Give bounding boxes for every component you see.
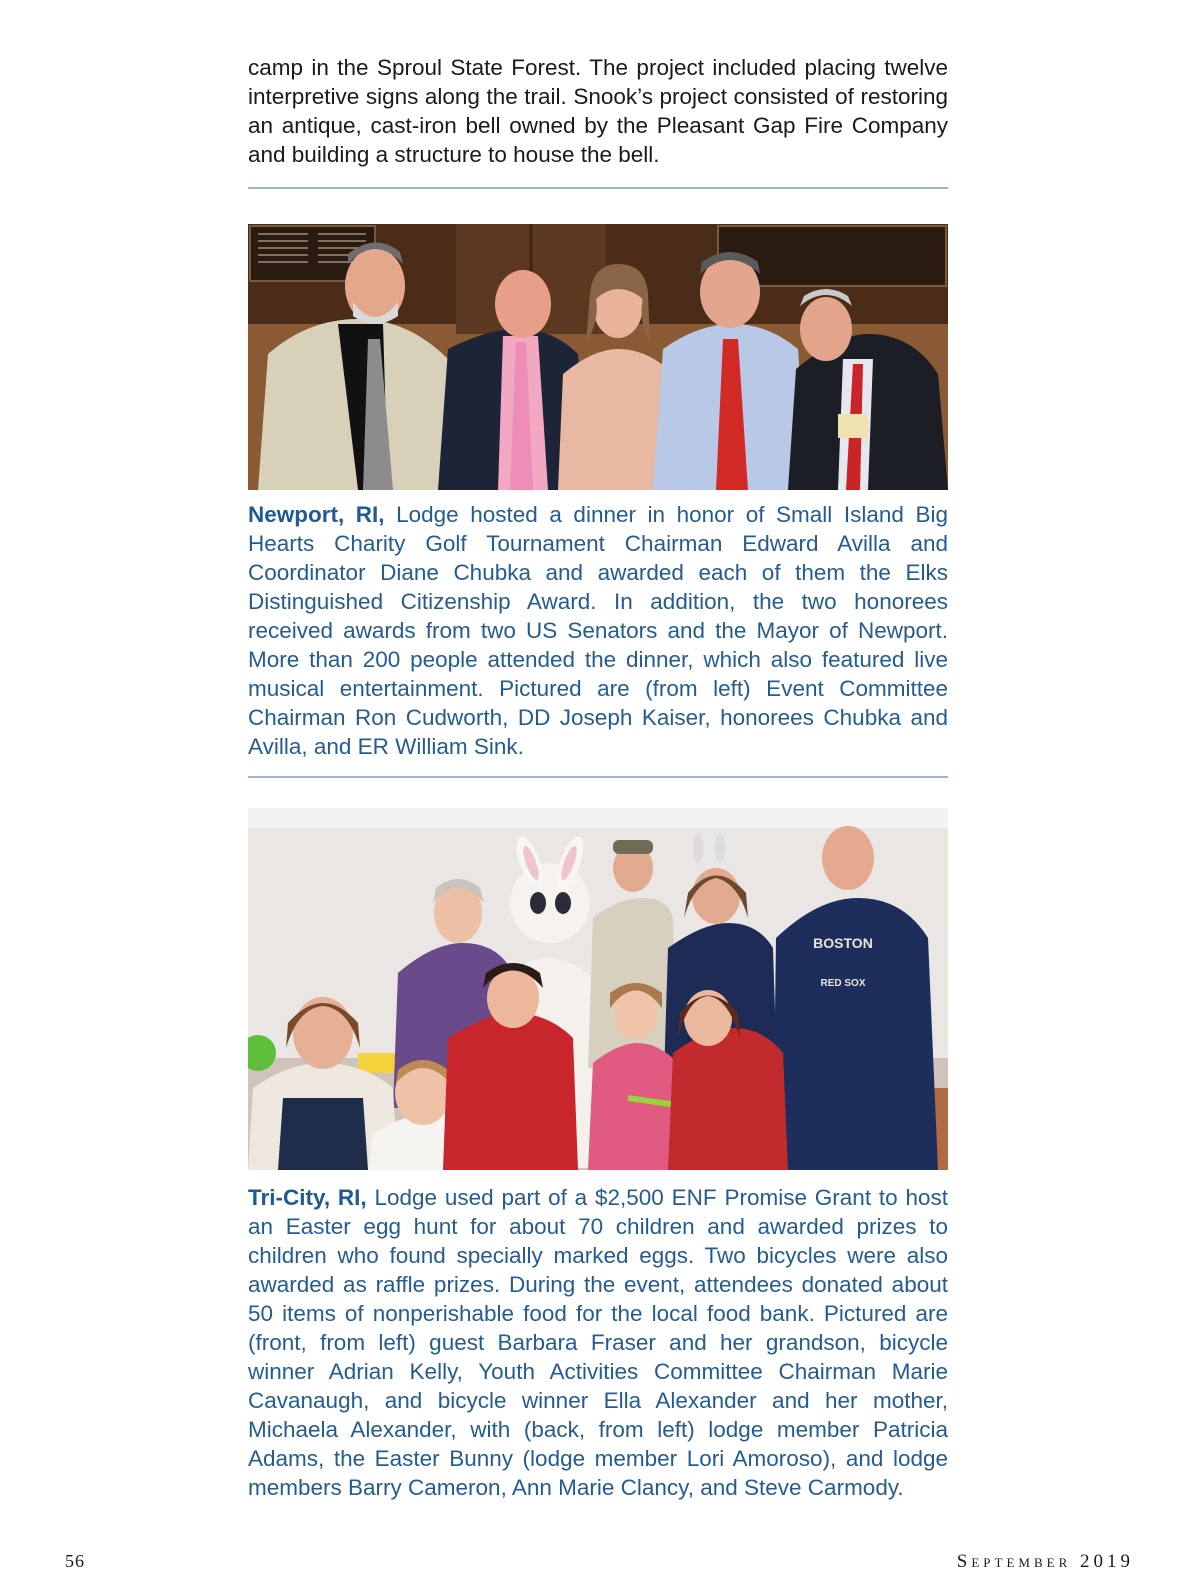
tri-city-caption-body: Lodge used part of a $2,500 ENF Promise Grant to host an Easter egg hunt for about 70 children and awarded prizes to children who found specially marked eggs. Two bicycles were also awarded as raffle prizes. During the event, attendees donated about 50 items of nonperishable food for the local food bank. Pictured are (front, from left) guest Barbara Fraser and her grandson, bicycle winner Adrian Kelly, Youth Activities Committee Chairman Marie Cavanaugh, and bicycle winner Ella Alexander and her mother, Michaela Alexander, with (back, from left) lodge member Patricia Adams, the Easter Bunny (lodge member Lori Amoroso), and lodge members Barry Cameron, Ann Marie Clancy, and Steve Carmody. [248,1185,949,1500]
intro-paragraph: camp in the Sproul State Forest. The project included placing twelve interpretive signs along the trail. Snook’s project consisted of restoring an antique, cast-iron bell owned by the Pleasant Gap Fire Company and building a structure to house the bell. [248,55,948,167]
red-sox-shirt-text: RED SOX [820,978,866,989]
section-divider [248,187,948,189]
section-divider [248,776,948,778]
newport-caption-lead: Newport, RI, [248,502,385,527]
newport-caption [248,500,948,761]
tri-city-caption-lead: Tri-City, RI, [248,1185,367,1210]
newport-group-photo [248,224,948,490]
tri-city-caption [248,1183,948,1502]
tri-city-easter-photo [248,808,948,1170]
newport-caption-body: Lodge hosted a dinner in honor of Small Island Big Hearts Charity Golf Tournament Chairman Edward Avilla and Coordinator Diane Chubka and awarded each of them the Elks Distinguished Citizenship Award. In addition, the two honorees received awards from two US Senators and the Mayor of Newport. More than 200 people attended the dinner, which also featured live musical entertainment. Pictured are (from left) Event Committee Chairman Ron Cudworth, DD Joseph Kaiser, honorees Chubka and Avilla, and ER William Sink. [248,502,948,759]
issue-date: September 2019 [956,1551,1134,1572]
boston-shirt-text: BOSTON [813,935,873,951]
page-number: 56 [65,1551,85,1571]
